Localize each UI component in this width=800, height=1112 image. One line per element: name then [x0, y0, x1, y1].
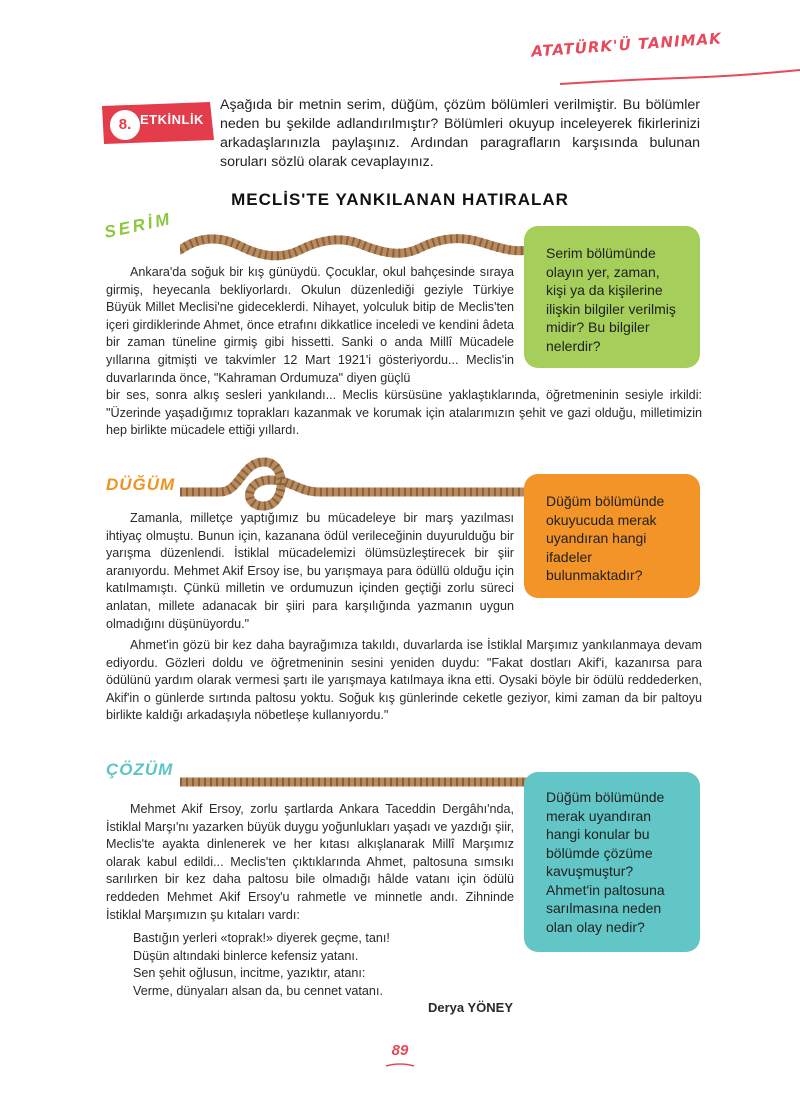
author-name: Derya YÖNEY — [428, 1000, 514, 1015]
rope-straight-decoration — [180, 758, 540, 798]
activity-label: ETKİNLİK — [140, 112, 204, 127]
cozum-question-box: Düğüm bölümünde merak uyandıran hangi konular bu bölümde çözüme kavuşmuştur? Ahmet'in paltosuna sarılmasına neden olan olay nedir? — [524, 772, 700, 952]
dugum-question-box: Düğüm bölümünde okuyucuda merak uyandıran hangi ifadeler bulunmaktadır? — [524, 474, 700, 598]
anthem-verse-line: Bastığın yerleri «toprak!» diyerek geçme, tanı! — [133, 931, 390, 945]
header-title: ATATÜRK'Ü TANIMAK — [530, 29, 723, 61]
serim-question-box: Serim bölümünde olayın yer, zaman, kişi ya da kişilerine ilişkin bilgiler verilmiş midir? Bu bilgiler nelerdir? — [524, 226, 700, 368]
activity-number: 8. — [108, 108, 142, 142]
serim-paragraph-2: bir ses, sonra alkış sesleri yankılandı... Meclis kürsüsüne yaklaştıklarında, öğretmeninin sesiyle irkildi: "Üzerinde yaşadığımız toprakları kazanmak ve korumak için atalarımızın şehit ve gazi olduğu, milletimizin hep birlikte mücadele ettiği yıllardı. — [106, 388, 702, 438]
anthem-verse-line: Verme, dünyaları alsan da, bu cennet vatanı. — [133, 983, 383, 998]
dugum-paragraph-2: Ahmet'in gözü bir kez daha bayrağımıza takıldı, duvarlarda ise İstiklal Marşımız yankılanmaya devam ediyordu. Gözleri doldu ve öğretmeninin sesini yeniden duydu: "Fakat dostları Akif'i, kazanırsa para ödülünü yardım olarak vermesi şartı ile yarışmaya katılmaya ikna etti. Oysaki böyle bir ödülü reddederken, Akif'in o günlerde sırtında paltosu yoktu. Soğuk kış günlerinde ceketle geziyor, kimi zaman da bir paltoyu birlikte kaldığı arkadaşıyla nöbetleşe kullanıyordu." — [106, 638, 702, 723]
section-label-cozum: ÇÖZÜM — [106, 760, 174, 779]
story-title: MECLİS'TE YANKILANAN HATIRALAR — [231, 190, 569, 209]
header-swoosh-decoration — [560, 66, 800, 90]
anthem-verse-line: Düşün altındaki binlerce kefensiz yatanı. — [133, 948, 359, 963]
anthem-verses — [133, 930, 390, 1000]
serim-paragraph-1: Ankara'da soğuk bir kış günüydü. Çocuklar, okul bahçesinde sıraya girmiş, heyecanla bekliyorlardı. Okulun düzenlediği geziyle Türkiye Büyük Millet Meclisi'ne gideceklerdi. Nihayet, yolculuk bitip de Meclis'ten içeri girdiklerinde Ahmet, önce etrafını dikkatlice inceledi ve kendini âdeta bir zaman tüneline girmiş gibi hissetti. Sanki o anda Millî Mücadele yıllarına gitmişti ve takvimler 12 Mart 1921'i gösteriyordu... Meclis'in duvarlarında önce, "Kahraman Ordumuza" diyen güçlü — [106, 265, 514, 385]
cozum-paragraph-1: Mehmet Akif Ersoy, zorlu şartlarda Ankara Taceddin Dergâhı'nda, İstiklal Marşı'nı yazarken büyük duygu yoğunlukları yaşadı ve yazdığı şiir, Meclis'te ayakta dinlenerek ve her kıtası alkışlanarak Millî Marşımız olarak kabul edildi... Meclis'ten çıktıklarında Ahmet, paltosuna sımsıkı sarılırken bir kez daha paltosu bile olmadığı hâlde vatanı için ödülü reddeden Mehmet Akif Ersoy'u rahmetle ve minnetle andı. Zihninde İstiklal Marşımızın şu kıtaları vardı: — [106, 802, 514, 922]
section-label-serim: SERİM — [102, 209, 174, 242]
page-number-underline-decoration — [384, 1062, 416, 1070]
dugum-paragraph-1: Zamanla, milletçe yaptığımız bu mücadeleye bir marş yazılması ihtiyaç olmuştu. Bunun için, kazanana ödül verileceğinin duyurulduğu bir yarışma düzenlendi. İstiklal mücadelemizi ölümsüzleştirecek bir şiir aranıyordu. Mehmet Akif Ersoy ise, bu yarışmaya para ödüllü olduğu için katılmamıştı. Çünkü milletin ve ordumuzun içinden geçtiği zorlu süreci anlatan, millete adanacak bir şiiri para karşılığında yazmanın uygun olmadığını düşünüyordu." — [106, 511, 514, 631]
activity-instructions: Aşağıda bir metnin serim, düğüm, çözüm bölümleri verilmiştir. Bu bölümler neden bu şekilde adlandırılmıştır? Bölümleri okuyup inceleyerek fikirlerinizi arkadaşlarınızla paylaşınız. Ardından paragrafların karşısında bulunan soruları sözlü olarak cevaplayınız. — [220, 97, 700, 170]
anthem-verse-line: Sen şehit oğlusun, incitme, yazıktır, atanı: — [133, 966, 366, 981]
section-label-dugum: DÜĞÜM — [106, 475, 176, 494]
page-number: 89 — [391, 1042, 409, 1059]
